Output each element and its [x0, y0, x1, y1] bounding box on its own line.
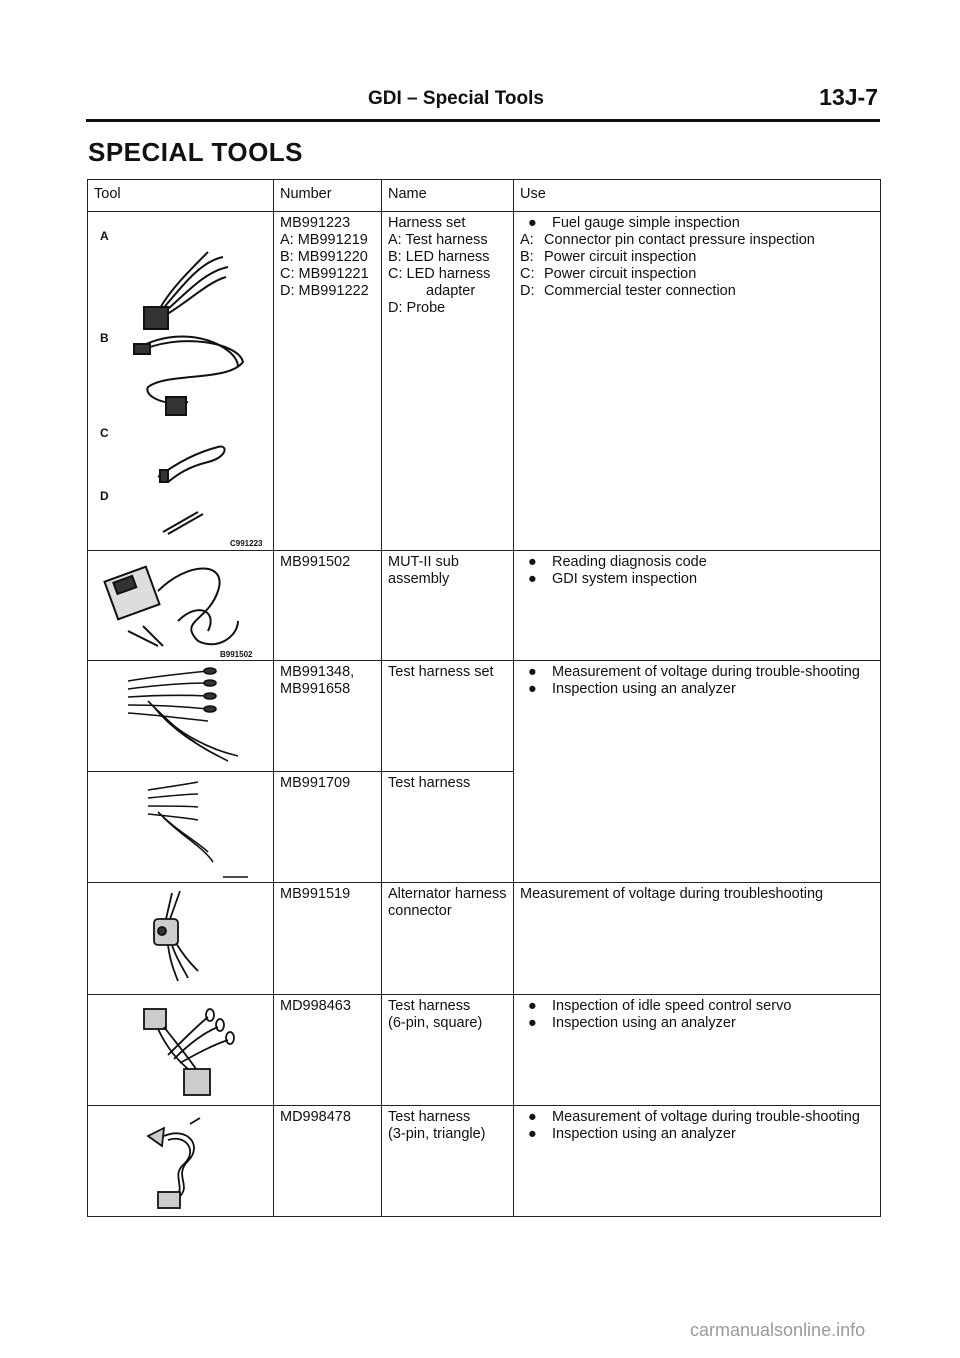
- tool-name: Test harness: [388, 1109, 471, 1125]
- tool-image-cell: [88, 212, 274, 551]
- column-header: Use: [514, 180, 881, 212]
- use-text: Commercial tester connection: [544, 283, 736, 299]
- use-letter: C:: [520, 266, 535, 282]
- tool-number-cell: [274, 883, 382, 995]
- tool-name-cell: [382, 995, 514, 1106]
- tool-number: MB991658: [280, 681, 351, 697]
- tool-label-d: D: [100, 489, 109, 503]
- tool-number-cell: [274, 1106, 382, 1217]
- use-text: Measurement of voltage during troubleshooting: [520, 886, 824, 902]
- tool-name-cell: [382, 772, 514, 883]
- tool-number: MB991223: [280, 215, 351, 231]
- watermark-footer: carmanualsonline.info: [690, 1320, 866, 1340]
- table-row: [88, 1106, 881, 1217]
- table-row: [88, 995, 881, 1106]
- table-row: [88, 661, 881, 772]
- bullet-marker: ●: [528, 554, 537, 570]
- use-text: Inspection using an analyzer: [552, 1015, 736, 1031]
- column-header: Name: [382, 180, 514, 212]
- table-row: [88, 883, 881, 995]
- bullet-marker: ●: [528, 1109, 537, 1125]
- use-text: Inspection using an analyzer: [552, 681, 736, 697]
- tool-image-caption: C991223: [230, 539, 263, 548]
- tool-name-cell: [382, 883, 514, 995]
- tool-name: Test harness: [388, 998, 471, 1014]
- tool-number: B: MB991220: [280, 249, 368, 265]
- tool-number-cell: [274, 661, 382, 772]
- tool-name: MUT-II sub: [388, 554, 459, 570]
- harness-set-icon: [88, 212, 274, 550]
- bullet-marker: ●: [528, 664, 537, 680]
- tool-number-cell: [274, 212, 382, 551]
- tool-image-caption: B991502: [220, 650, 253, 659]
- tool-label-b: B: [100, 331, 109, 345]
- use-letter: B:: [520, 249, 534, 265]
- tool-number-cell: [274, 551, 382, 661]
- table-header-row: [88, 180, 881, 212]
- tool-name-cell: [382, 1106, 514, 1217]
- bullet-marker: ●: [528, 215, 537, 231]
- bullet-marker: ●: [528, 998, 537, 1014]
- tool-name-cell: [382, 661, 514, 772]
- use-text: Inspection using an analyzer: [552, 1126, 736, 1142]
- tool-use-cell: [514, 1106, 881, 1217]
- square-connector-harness-icon: [88, 995, 274, 1105]
- use-text: Reading diagnosis code: [552, 554, 707, 570]
- tool-name: B: LED harness: [388, 249, 490, 265]
- tool-number-cell: [274, 772, 382, 883]
- tool-name: (6-pin, square): [388, 1015, 483, 1031]
- tool-use-cell: [514, 551, 881, 661]
- tool-number: MB991502: [280, 554, 351, 570]
- special-tools-table: [87, 179, 881, 1217]
- header-rule: [86, 119, 880, 122]
- tool-use-cell: [514, 661, 881, 883]
- tool-image-cell: [88, 551, 274, 661]
- column-header: Tool: [88, 180, 274, 212]
- tool-number: A: MB991219: [280, 232, 368, 248]
- tool-number-cell: [274, 995, 382, 1106]
- tool-name: C: LED harness: [388, 266, 491, 282]
- tool-name: adapter: [426, 283, 476, 299]
- use-letter: D:: [520, 283, 535, 299]
- use-text: Power circuit inspection: [544, 266, 697, 282]
- tool-image-cell: [88, 1106, 274, 1217]
- bullet-marker: ●: [528, 1126, 537, 1142]
- mut-ii-tester-icon: [88, 551, 274, 660]
- use-text: Measurement of voltage during trouble-shooting: [552, 664, 860, 680]
- tool-name: (3-pin, triangle): [388, 1126, 486, 1142]
- use-text: Power circuit inspection: [544, 249, 697, 265]
- table-row: [88, 212, 881, 551]
- bullet-marker: ●: [528, 681, 537, 697]
- use-text: Inspection of idle speed control servo: [552, 998, 792, 1014]
- table-row: [88, 551, 881, 661]
- use-text: GDI system inspection: [552, 571, 698, 587]
- tool-number: MD998478: [280, 1109, 351, 1125]
- tool-name: connector: [388, 903, 452, 919]
- test-harness-icon: [88, 772, 274, 882]
- use-text: Fuel gauge simple inspection: [552, 215, 740, 231]
- tool-number: MB991709: [280, 775, 351, 791]
- header-title: GDI – Special Tools: [368, 88, 544, 109]
- triangle-connector-harness-icon: [88, 1106, 274, 1216]
- tool-number: D: MB991222: [280, 283, 369, 299]
- column-header: Number: [274, 180, 382, 212]
- bullet-marker: ●: [528, 1015, 537, 1031]
- tool-number: MB991519: [280, 886, 351, 902]
- bullet-marker: ●: [528, 571, 537, 587]
- section-title: SPECIAL TOOLS: [88, 137, 304, 167]
- tool-image-cell: [88, 995, 274, 1106]
- tool-name: Test harness set: [388, 664, 494, 680]
- tool-label-a: A: [100, 229, 109, 243]
- use-text: Connector pin contact pressure inspection: [544, 232, 815, 248]
- tool-name: Test harness: [388, 775, 471, 791]
- tool-use-cell: [514, 883, 881, 995]
- tool-number: MB991348,: [280, 664, 355, 680]
- use-letter: A:: [520, 232, 534, 248]
- tool-name-cell: [382, 212, 514, 551]
- page-number: 13J-7: [819, 84, 878, 110]
- tool-number: MD998463: [280, 998, 351, 1014]
- tool-image-cell: [88, 661, 274, 772]
- test-harness-set-icon: [88, 661, 274, 771]
- use-text: Measurement of voltage during trouble-shooting: [552, 1109, 860, 1125]
- tool-name: Alternator harness: [388, 886, 507, 902]
- tool-name-cell: [382, 551, 514, 661]
- tool-image-cell: [88, 772, 274, 883]
- tool-number: C: MB991221: [280, 266, 369, 282]
- tool-name: D: Probe: [388, 300, 446, 316]
- alternator-connector-icon: [88, 883, 274, 994]
- tool-image-cell: [88, 883, 274, 995]
- tool-name: Harness set: [388, 215, 466, 231]
- tool-use-cell: [514, 212, 881, 551]
- tool-name: A: Test harness: [388, 232, 488, 248]
- tool-label-c: C: [100, 426, 109, 440]
- tool-name: assembly: [388, 571, 450, 587]
- tool-use-cell: [514, 995, 881, 1106]
